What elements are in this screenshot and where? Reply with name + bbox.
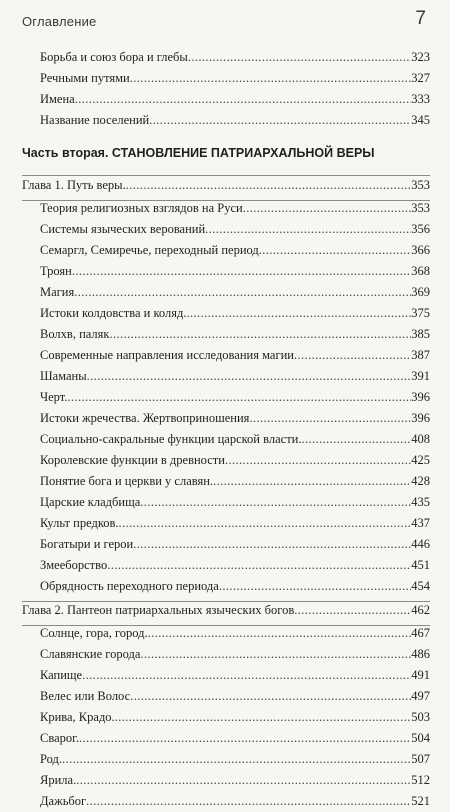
- dot-leader: [82, 665, 411, 686]
- dot-leader: [130, 686, 411, 707]
- toc-entry-page: 323: [411, 50, 430, 64]
- dot-leader: [133, 534, 411, 555]
- toc-entry-title: Волхв, паляк: [40, 327, 110, 341]
- dot-leader: [72, 261, 411, 282]
- toc-entry-page: 385: [411, 327, 430, 341]
- toc-entry: [22, 219, 430, 240]
- part-title: Часть вторая. СТАНОВЛЕНИЕ ПАТРИАРХАЛЬНОЙ ВЕРЫ: [22, 146, 375, 160]
- toc-entry: [22, 576, 430, 597]
- dot-leader: [249, 408, 411, 429]
- toc-entry-title: Шаманы: [40, 369, 87, 383]
- dot-leader: [74, 282, 411, 303]
- toc-entry-title: Борьба и союз бора и глебы: [40, 50, 188, 64]
- toc-entry: [22, 324, 430, 345]
- toc-entry-page: 446: [411, 537, 430, 551]
- dot-leader: [205, 219, 411, 240]
- table-of-contents: [22, 47, 430, 812]
- dot-leader: [76, 770, 411, 791]
- page-number: 7: [415, 8, 426, 29]
- toc-entry-title: Системы языческих верований: [40, 222, 206, 236]
- dot-leader: [67, 387, 411, 408]
- toc-entry: [22, 387, 430, 408]
- dot-leader: [62, 749, 411, 770]
- dot-leader: [301, 429, 411, 450]
- running-title: Оглавление: [22, 14, 97, 29]
- toc-entry-page: 503: [411, 710, 430, 724]
- toc-entry: [22, 345, 430, 366]
- toc-entry-title: Культ предков.: [40, 516, 119, 530]
- toc-entry-page: 425: [411, 453, 430, 467]
- toc-entry: [22, 68, 430, 89]
- toc-entry-page: 408: [411, 432, 430, 446]
- toc-entry-page: 504: [411, 731, 430, 745]
- toc-entry-title: Социально-сакральные функции царской власти.: [40, 432, 302, 446]
- toc-entry: [22, 770, 430, 791]
- dot-leader: [259, 240, 411, 261]
- dot-leader: [75, 89, 412, 110]
- chapter-page: 353: [411, 178, 430, 192]
- dot-leader: [130, 68, 412, 89]
- toc-entry-page: 368: [411, 264, 430, 278]
- toc-entry-page: 353: [411, 201, 430, 215]
- toc-entry-title: Дажьбог: [40, 794, 87, 808]
- dot-leader: [186, 303, 411, 324]
- toc-entry: [22, 110, 430, 131]
- toc-entry-page: 375: [411, 306, 430, 320]
- toc-entry-title: Славянские города: [40, 647, 141, 661]
- toc-entry-title: Троян: [40, 264, 72, 278]
- toc-entry-title: Ярила.: [40, 773, 77, 787]
- toc-entry-title: Речными путями: [40, 71, 130, 85]
- toc-entry-title: Теория религиозных взглядов на Руси: [40, 201, 243, 215]
- toc-entry-page: 486: [411, 647, 430, 661]
- dot-leader: [140, 492, 411, 513]
- toc-entry-title: Крива, Крадо.: [40, 710, 115, 724]
- chapter-2-block: [22, 600, 430, 812]
- toc-entry-page: 369: [411, 285, 430, 299]
- dot-leader: [109, 324, 411, 345]
- dot-leader: [225, 450, 411, 471]
- carry-over-entries: [22, 47, 430, 131]
- dot-leader: [149, 110, 411, 131]
- toc-entry-page: 428: [411, 474, 430, 488]
- chapter-entry: [22, 175, 430, 196]
- toc-entry: [22, 492, 430, 513]
- toc-entry-page: 454: [411, 579, 430, 593]
- toc-entry-page: 396: [411, 411, 430, 425]
- toc-entry: [22, 282, 430, 303]
- toc-entry-title: Богатыри и герои: [40, 537, 134, 551]
- toc-entry-title: Обрядность переходного периода: [40, 579, 219, 593]
- toc-entry: [22, 665, 430, 686]
- dot-leader: [294, 600, 411, 621]
- toc-entry-page: 437: [411, 516, 430, 530]
- dot-leader: [213, 471, 411, 492]
- toc-entry: [22, 749, 430, 770]
- toc-entry: [22, 47, 430, 68]
- toc-entry: [22, 707, 430, 728]
- toc-entry-title: Истоки жречества. Жертвоприношения: [40, 411, 250, 425]
- toc-entry: [22, 261, 430, 282]
- toc-entry-title: Имена: [40, 92, 75, 106]
- dot-leader: [188, 47, 411, 68]
- toc-entry-page: 356: [411, 222, 430, 236]
- toc-entry-title: Понятие бога и церкви у славян.: [40, 474, 214, 488]
- toc-entry: [22, 471, 430, 492]
- toc-entry-page: 435: [411, 495, 430, 509]
- dot-leader: [79, 728, 411, 749]
- toc-entry: [22, 198, 430, 219]
- toc-entry-title: Название поселений: [40, 113, 150, 127]
- toc-entry-title: Сварог.: [40, 731, 79, 745]
- dot-leader: [243, 198, 412, 219]
- part-heading: [22, 142, 430, 164]
- toc-entry-page: 327: [411, 71, 430, 85]
- toc-entry-title: Царские кладбища: [40, 495, 141, 509]
- dot-leader: [115, 707, 412, 728]
- toc-entry-page: 345: [411, 113, 430, 127]
- chapter-1-block: [22, 175, 430, 597]
- toc-entry-page: 387: [411, 348, 430, 362]
- chapter-title: Глава 2. Пантеон патриархальных языческих богов: [22, 603, 295, 617]
- dot-leader: [294, 345, 411, 366]
- dot-leader: [148, 623, 412, 644]
- toc-entry: [22, 644, 430, 665]
- toc-entry: [22, 240, 430, 261]
- chapter-title: Глава 1. Путь веры.: [22, 178, 126, 192]
- toc-entry: [22, 89, 430, 110]
- dot-leader: [219, 576, 411, 597]
- toc-entry-page: 467: [411, 626, 430, 640]
- toc-entry-title: Велес или Волос: [40, 689, 131, 703]
- toc-entry: [22, 303, 430, 324]
- dot-leader: [86, 791, 411, 812]
- chapter-entry: [22, 600, 430, 621]
- toc-entry-title: Современные направления исследования магии: [40, 348, 294, 362]
- toc-entry-page: 396: [411, 390, 430, 404]
- dot-leader: [87, 366, 412, 387]
- toc-entry-title: Солнце, гора, город.: [40, 626, 148, 640]
- toc-entry-page: 451: [411, 558, 430, 572]
- toc-entry: [22, 623, 430, 644]
- toc-entry: [22, 728, 430, 749]
- chapter-page: 462: [411, 603, 430, 617]
- toc-entry-title: Род.: [40, 752, 63, 766]
- toc-entry-page: 333: [411, 92, 430, 106]
- toc-entry-page: 512: [411, 773, 430, 787]
- toc-entry: [22, 791, 430, 812]
- toc-entry-page: 391: [411, 369, 430, 383]
- toc-entry-title: Королевские функции в древности: [40, 453, 225, 467]
- toc-entry-title: Магия: [40, 285, 75, 299]
- toc-entry-page: 366: [411, 243, 430, 257]
- toc-entry: [22, 686, 430, 707]
- dot-leader: [140, 644, 411, 665]
- dot-leader: [107, 555, 411, 576]
- toc-entry-title: Змееборство: [40, 558, 108, 572]
- dot-leader: [126, 175, 412, 196]
- toc-entry-page: 507: [411, 752, 430, 766]
- toc-entry-title: Капище: [40, 668, 83, 682]
- toc-entry-page: 497: [411, 689, 430, 703]
- toc-entry: [22, 429, 430, 450]
- dot-leader: [119, 513, 412, 534]
- toc-entry: [22, 408, 430, 429]
- toc-entry: [22, 534, 430, 555]
- toc-entry: [22, 513, 430, 534]
- toc-entry-title: Черт.: [40, 390, 68, 404]
- toc-entry-title: Истоки колдовства и коляд.: [40, 306, 187, 320]
- toc-entry: [22, 450, 430, 471]
- toc-entry-title: Семаргл, Семиречье, переходный период: [40, 243, 259, 257]
- toc-entry-page: 521: [411, 794, 430, 808]
- toc-entry: [22, 366, 430, 387]
- toc-entry-page: 491: [411, 668, 430, 682]
- toc-entry: [22, 555, 430, 576]
